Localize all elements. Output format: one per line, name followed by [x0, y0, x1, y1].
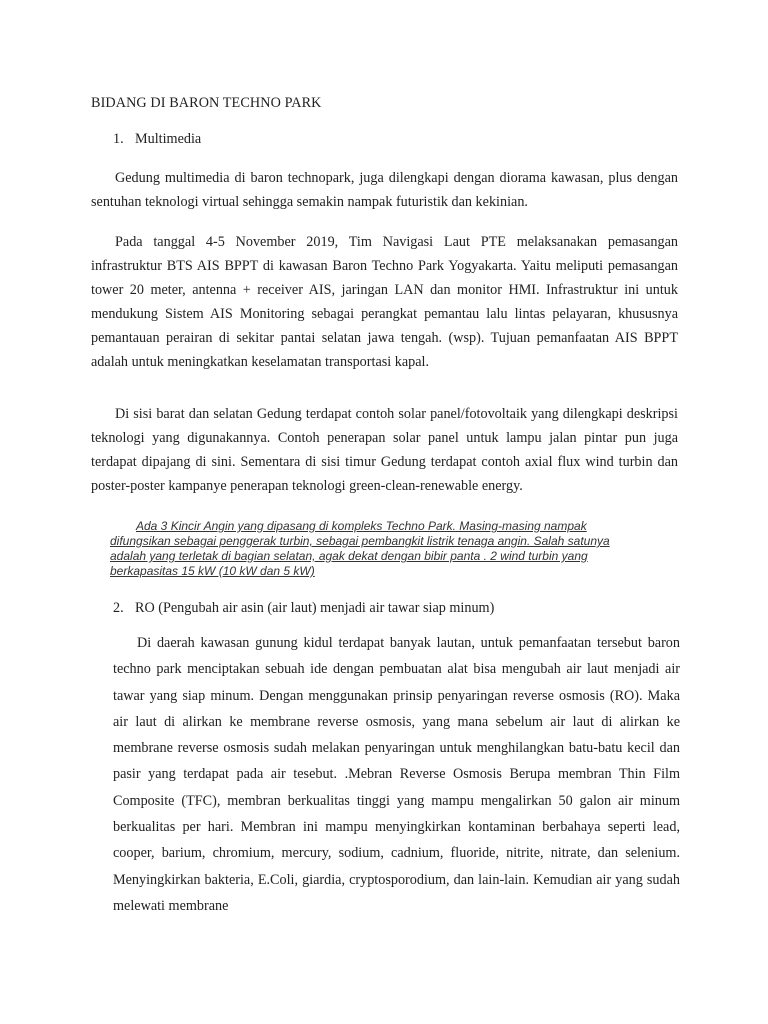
section-heading-multimedia [113, 127, 673, 151]
section-heading-ro [113, 596, 673, 620]
document-title: BIDANG DI BARON TECHNO PARK [91, 95, 322, 111]
section-number: 2. [113, 600, 124, 616]
caption-line: Ada 3 Kincir Angin yang dipasang di kompleks Techno Park. Masing-masing nampak [136, 519, 587, 533]
section-number: 1. [113, 131, 124, 147]
caption-line: adalah yang terletak di bagian selatan, agak dekat dengan bibir panta . 2 wind turbin yang [110, 549, 588, 563]
paragraph-multimedia-building: Gedung multimedia di baron technopark, juga dilengkapi dengan diorama kawasan, plus dengan sentuhan teknologi virtual sehingga semakin nampak futuristik dan kekinian. [91, 170, 678, 210]
paragraph-reverse-osmosis: Di daerah kawasan gunung kidul terdapat banyak lautan, untuk pemanfaatan tersebut baron techno park menciptakan sebuah ide dengan pembuatan alat bisa mengubah air laut menjadi air tawar yang siap minum. Dengan menggunakan prinsip penyaringan reverse osmosis (RO). Maka air laut di alirkan ke membrane reverse osmosis, yang mana sebelum air laut di alirkan ke membrane reverse osmosis sudah melakan penyaringan untuk menghilangkan batu-batu kecil dan pasir yang terdapat pada air tesebut. .Mebran Reverse Osmosis Berupa membran Thin Film Composite (TFC), membran berkualitas tinggi yang mampu mengalirkan 50 galon air minum berkualitas per hari. Membran ini mampu menyingkirkan kontaminan berbahaya seperti lead, cooper, barium, chromium, mercury, sodium, cadnium, fluoride, nitrite, nitrate, dan selenium. Menyingkirkan bakteria, E.Coli, giardia, cryptosporodium, dan lain-lain. Kemudian air yang sudah melewati membrane [113, 635, 680, 914]
paragraph-ais-installation: Pada tanggal 4-5 November 2019, Tim Navigasi Laut PTE melaksanakan pemasangan infrastruktur BTS AIS BPPT di kawasan Baron Techno Park Yogyakarta. Yaitu meliputi pemasangan tower 20 meter, antenna + receiver AIS, jaringan LAN dan monitor HMI. Infrastruktur ini untuk mendukung Sistem AIS Monitoring sebagai perangkat pemantau lalu lintas pelayaran, khususnya pemantauan perairan di sekitar pantai selatan jawa tengah. (wsp). Tujuan pemanfaatan AIS BPPT adalah untuk meningkatkan keselamatan transportasi kapal. [91, 234, 678, 370]
caption-line: berkapasitas 15 kW (10 kW dan 5 kW) [110, 564, 315, 578]
caption-line: difungsikan sebagai penggerak turbin, sebagai pembangkit listrik tenaga angin. Salah satunya [110, 534, 610, 548]
image-caption-wind-turbines [110, 519, 670, 579]
section-title: RO (Pengubah air asin (air laut) menjadi air tawar siap minum) [135, 600, 495, 616]
paragraph-solar-panel: Di sisi barat dan selatan Gedung terdapat contoh solar panel/fotovoltaik yang dilengkapi deskripsi teknologi yang digunakannya. Contoh penerapan solar panel untuk lampu jalan pintar pun juga terdapat dipajang di sini. Sementara di sisi timur Gedung terdapat contoh axial flux wind turbin dan poster-poster kampanye penerapan teknologi green-clean-renewable energy. [91, 406, 678, 494]
section-title: Multimedia [135, 131, 202, 147]
